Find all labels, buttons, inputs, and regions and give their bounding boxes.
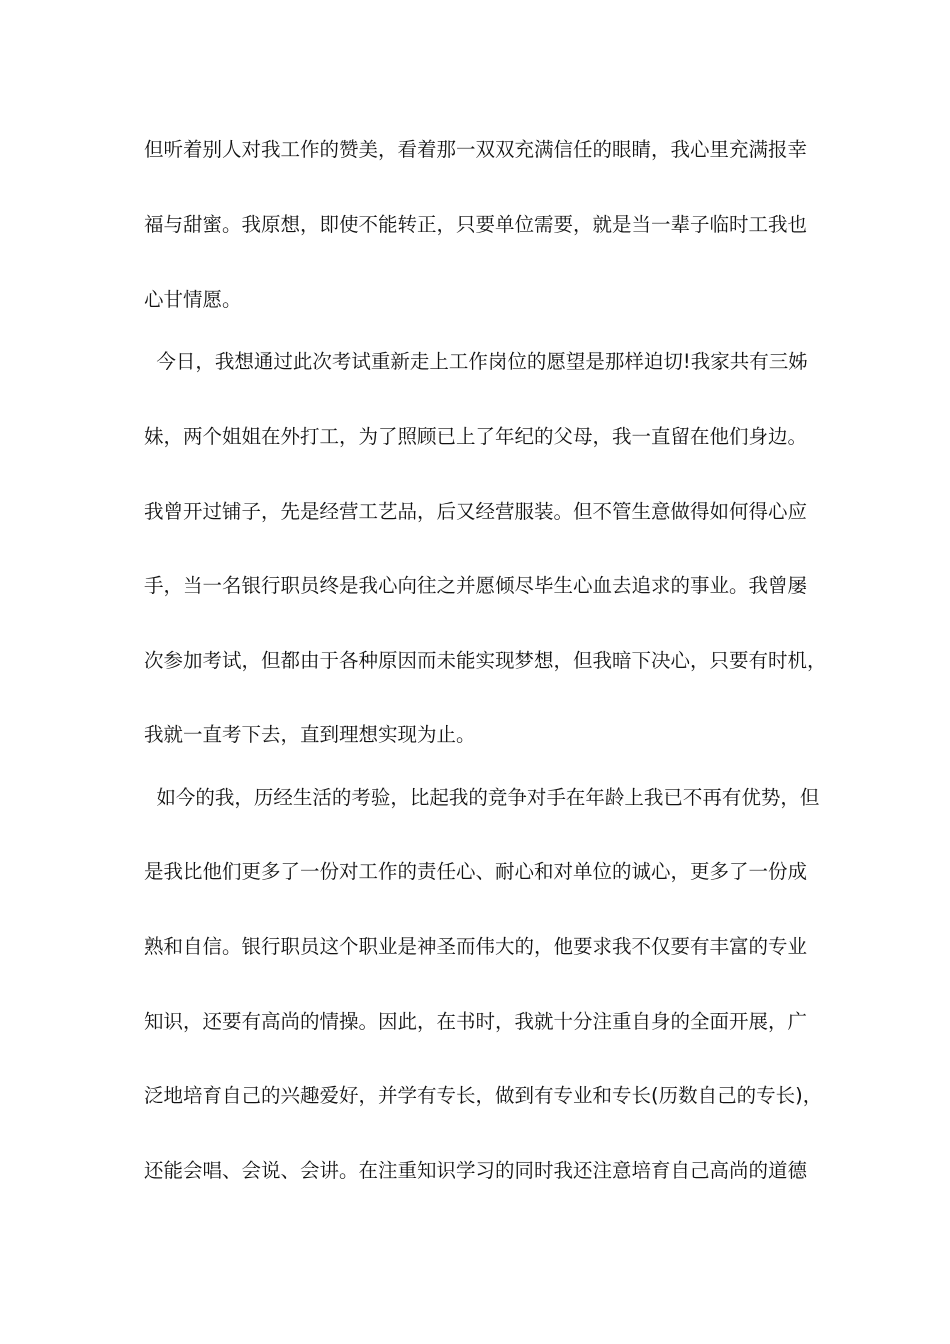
text-line: 心甘情愿。: [144, 288, 242, 311]
text-line: 手，当一名银行职员终是我心向往之并愿倾尽毕生心血去追求的事业。我曾屡: [144, 574, 808, 597]
text-line: 熟和自信。银行职员这个职业是神圣而伟大的，他要求我不仅要有丰富的专业: [144, 935, 808, 958]
text-line: 是我比他们更多了一份对工作的责任心、耐心和对单位的诚心，更多了一份成: [144, 860, 808, 883]
text-line: 泛地培育自己的兴趣爱好，并学有专长，做到有专业和专长(历数自己的专长)，: [144, 1084, 823, 1107]
text-line: 我就一直考下去，直到理想实现为止。: [144, 723, 476, 746]
text-line: 次参加考试，但都由于各种原因而未能实现梦想，但我暗下决心，只要有时机，: [144, 649, 827, 672]
text-line: 但听着别人对我工作的赞美，看着那一双双充满信任的眼睛，我心里充满报幸: [144, 138, 808, 161]
text-line: 福与甜蜜。我原想，即使不能转正，只要单位需要，就是当一辈子临时工我也: [144, 213, 808, 236]
text-line: 我曾开过铺子，先是经营工艺品，后又经营服装。但不管生意做得如何得心应: [144, 500, 808, 523]
text-line: 妹，两个姐姐在外打工，为了照顾已上了年纪的父母，我一直留在他们身边。: [144, 425, 808, 448]
paragraph-start-line: 如今的我，历经生活的考验，比起我的竞争对手在年龄上我已不再有优势，但: [144, 786, 820, 809]
text-line: 还能会唱、会说、会讲。在注重知识学习的同时我还注意培育自己高尚的道德: [144, 1159, 808, 1182]
paragraph-start-line: 今日，我想通过此次考试重新走上工作岗位的愿望是那样迫切!我家共有三姊: [144, 350, 808, 373]
text-line: 知识，还要有高尚的情操。因此，在书时，我就十分注重自身的全面开展，广: [144, 1010, 808, 1033]
